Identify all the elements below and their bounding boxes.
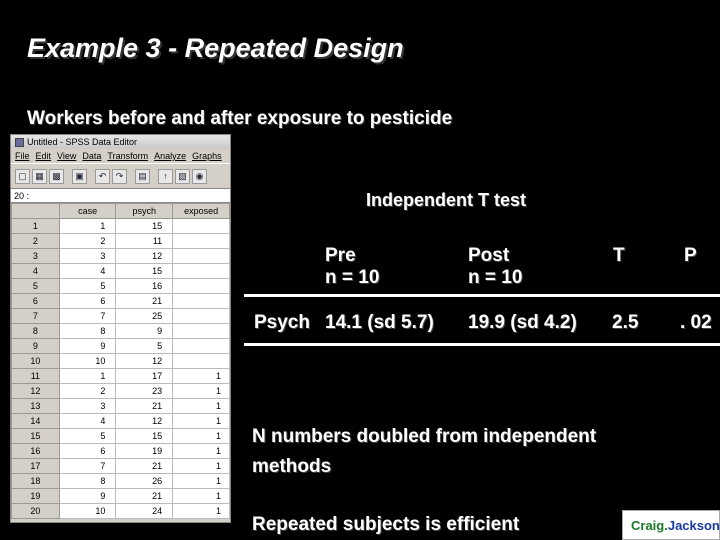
cell-exposed[interactable] <box>173 294 230 309</box>
logo-part-1: Craig. <box>631 518 668 533</box>
cell-reference[interactable]: 20 : <box>11 189 230 203</box>
cell-exposed[interactable] <box>173 354 230 369</box>
cell-exposed[interactable] <box>173 264 230 279</box>
table-row <box>12 354 230 369</box>
cell-exposed[interactable] <box>173 234 230 249</box>
cell-case[interactable]: 5 <box>59 429 116 444</box>
spss-data-editor-window <box>10 134 231 523</box>
cell-psych[interactable]: 21 <box>116 399 173 414</box>
cell-exposed[interactable] <box>173 324 230 339</box>
column-header-exposed[interactable]: exposed <box>173 204 230 219</box>
table-row <box>12 369 230 384</box>
post-n: n = 10 <box>468 267 523 288</box>
print-icon[interactable]: ▩ <box>49 169 64 184</box>
cell-exposed[interactable]: 1 <box>173 444 230 459</box>
row-number[interactable]: 14 <box>12 414 60 429</box>
redo-icon[interactable]: ↷ <box>112 169 127 184</box>
row-number[interactable]: 18 <box>12 474 60 489</box>
spss-window-title: Untitled - SPSS Data Editor <box>27 137 138 147</box>
menu-edit[interactable]: Edit <box>35 151 52 161</box>
cell-exposed[interactable]: 1 <box>173 369 230 384</box>
cell-exposed[interactable]: 1 <box>173 489 230 504</box>
cell-psych[interactable]: 15 <box>116 219 173 234</box>
cell-exposed[interactable] <box>173 219 230 234</box>
save-icon[interactable]: ▦ <box>32 169 47 184</box>
table-row <box>12 444 230 459</box>
row-number[interactable]: 2 <box>12 234 60 249</box>
cell-psych[interactable]: 5 <box>116 339 173 354</box>
variables-icon[interactable]: ▧ <box>175 169 190 184</box>
cell-case[interactable]: 10 <box>59 354 116 369</box>
post-value: 19.9 (sd 4.2) <box>468 312 577 333</box>
table-row <box>12 249 230 264</box>
bottom-rule <box>244 343 720 346</box>
row-number[interactable]: 13 <box>12 399 60 414</box>
row-number[interactable]: 5 <box>12 279 60 294</box>
cell-case[interactable]: 5 <box>59 279 116 294</box>
cell-case[interactable]: 9 <box>59 339 116 354</box>
cell-case[interactable]: 6 <box>59 444 116 459</box>
cell-exposed[interactable]: 1 <box>173 399 230 414</box>
logo-part-2: Jackson <box>667 518 720 533</box>
row-number[interactable]: 8 <box>12 324 60 339</box>
table-row <box>12 324 230 339</box>
cell-psych[interactable]: 21 <box>116 294 173 309</box>
cell-case[interactable]: 7 <box>59 459 116 474</box>
row-number[interactable]: 16 <box>12 444 60 459</box>
menu-analyze[interactable]: Analyze <box>154 151 187 161</box>
cell-case[interactable]: 10 <box>59 504 116 519</box>
cell-exposed[interactable] <box>173 249 230 264</box>
cell-case[interactable]: 4 <box>59 414 116 429</box>
cell-exposed[interactable]: 1 <box>173 384 230 399</box>
slide-title: Example 3 - Repeated Design <box>27 33 404 63</box>
cell-psych[interactable]: 23 <box>116 384 173 399</box>
slide-subtitle: Workers before and after exposure to pesticide <box>27 108 453 129</box>
post-header <box>468 245 522 289</box>
spss-titlebar <box>11 135 230 149</box>
cell-case[interactable]: 9 <box>59 489 116 504</box>
ttest-title: Independent T test <box>366 190 527 210</box>
table-row <box>12 504 230 519</box>
goto-chart-icon[interactable]: ▤ <box>135 169 150 184</box>
corner-cell <box>12 204 60 219</box>
cell-exposed[interactable]: 1 <box>173 429 230 444</box>
pre-value: 14.1 (sd 5.7) <box>325 312 434 333</box>
cell-exposed[interactable]: 1 <box>173 414 230 429</box>
cell-psych[interactable]: 26 <box>116 474 173 489</box>
t-value: 2.5 <box>612 312 639 333</box>
table-row <box>12 384 230 399</box>
post-label: Post <box>468 245 510 266</box>
menu-view[interactable]: View <box>57 151 77 161</box>
dialog-recall-icon[interactable]: ▣ <box>72 169 87 184</box>
table-row <box>12 474 230 489</box>
cell-case[interactable]: 3 <box>59 249 116 264</box>
row-number[interactable]: 7 <box>12 309 60 324</box>
menu-graphs[interactable]: Graphs <box>192 151 222 161</box>
pre-header <box>325 245 379 289</box>
note-numbers-doubled: N numbers doubled from independent methods <box>252 426 597 477</box>
cell-psych[interactable]: 16 <box>116 279 173 294</box>
menu-file[interactable]: File <box>15 151 30 161</box>
cell-case[interactable]: 1 <box>59 219 116 234</box>
cell-exposed[interactable]: 1 <box>173 474 230 489</box>
table-row <box>12 489 230 504</box>
cell-psych[interactable]: 21 <box>116 459 173 474</box>
cell-exposed[interactable] <box>173 279 230 294</box>
craig-jackson-logo <box>622 510 720 540</box>
cell-psych[interactable]: 17 <box>116 369 173 384</box>
row-number[interactable]: 6 <box>12 294 60 309</box>
goto-case-icon[interactable]: ↑ <box>158 169 173 184</box>
cell-case[interactable]: 2 <box>59 234 116 249</box>
table-row <box>12 339 230 354</box>
row-number[interactable]: 4 <box>12 264 60 279</box>
cell-case[interactable]: 1 <box>59 369 116 384</box>
table-row <box>12 399 230 414</box>
menu-transform[interactable]: Transform <box>107 151 149 161</box>
table-row <box>12 429 230 444</box>
table-row <box>12 219 230 234</box>
cell-psych[interactable]: 21 <box>116 489 173 504</box>
table-row <box>12 264 230 279</box>
row-number[interactable]: 3 <box>12 249 60 264</box>
cell-psych[interactable]: 19 <box>116 444 173 459</box>
cell-case[interactable]: 8 <box>59 324 116 339</box>
cell-exposed[interactable] <box>173 339 230 354</box>
table-row <box>12 459 230 474</box>
cell-case[interactable]: 6 <box>59 294 116 309</box>
t-header: T <box>613 245 625 266</box>
cell-exposed[interactable]: 1 <box>173 459 230 474</box>
p-header: P <box>684 245 697 266</box>
menu-data[interactable]: Data <box>82 151 102 161</box>
row-number[interactable]: 20 <box>12 504 60 519</box>
cell-case[interactable]: 4 <box>59 264 116 279</box>
row-number[interactable]: 15 <box>12 429 60 444</box>
cell-case[interactable]: 3 <box>59 399 116 414</box>
column-header-psych[interactable]: psych <box>116 204 173 219</box>
spss-menubar <box>11 149 230 163</box>
table-row <box>12 414 230 429</box>
p-value: . 02 <box>680 312 712 333</box>
cell-psych[interactable]: 9 <box>116 324 173 339</box>
find-icon[interactable]: ◉ <box>192 169 207 184</box>
table-row <box>12 234 230 249</box>
cell-psych[interactable]: 15 <box>116 429 173 444</box>
table-row <box>12 309 230 324</box>
note-repeated-subjects: Repeated subjects is efficient <box>252 514 520 535</box>
cell-psych[interactable]: 11 <box>116 234 173 249</box>
cell-psych[interactable]: 12 <box>116 354 173 369</box>
cell-psych[interactable]: 12 <box>116 414 173 429</box>
cell-psych[interactable]: 12 <box>116 249 173 264</box>
spss-app-icon <box>15 138 24 147</box>
cell-exposed[interactable] <box>173 309 230 324</box>
row-number[interactable]: 17 <box>12 459 60 474</box>
cell-case[interactable]: 7 <box>59 309 116 324</box>
row-number[interactable]: 12 <box>12 384 60 399</box>
pre-n: n = 10 <box>325 267 380 288</box>
cell-case[interactable]: 8 <box>59 474 116 489</box>
header-rule <box>244 294 720 297</box>
row-number[interactable]: 11 <box>12 369 60 384</box>
column-header-case[interactable]: case <box>59 204 116 219</box>
row-number[interactable]: 1 <box>12 219 60 234</box>
table-row <box>12 294 230 309</box>
cell-psych[interactable]: 25 <box>116 309 173 324</box>
spss-toolbar <box>11 163 230 189</box>
open-icon[interactable]: ▢ <box>15 169 30 184</box>
undo-icon[interactable]: ↶ <box>95 169 110 184</box>
cell-exposed[interactable]: 1 <box>173 504 230 519</box>
psych-row-label: Psych <box>254 312 310 333</box>
cell-case[interactable]: 2 <box>59 384 116 399</box>
cell-psych[interactable]: 24 <box>116 504 173 519</box>
cell-psych[interactable]: 15 <box>116 264 173 279</box>
pre-label: Pre <box>325 245 356 266</box>
row-number[interactable]: 10 <box>12 354 60 369</box>
row-number[interactable]: 9 <box>12 339 60 354</box>
row-number[interactable]: 19 <box>12 489 60 504</box>
table-row <box>12 279 230 294</box>
data-grid <box>11 203 230 519</box>
